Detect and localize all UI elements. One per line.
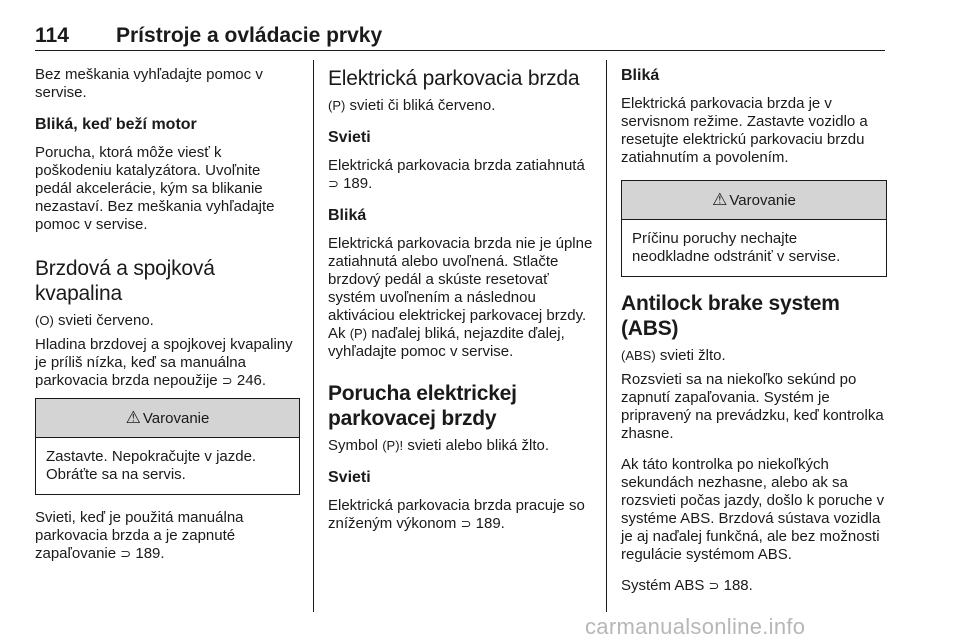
epb-intro-text: svieti či bliká červeno. (349, 97, 496, 114)
blinks-motor-heading: Bliká, keď beží motor (35, 116, 197, 133)
intro-paragraph: Bez meškania vyhľadajte pomoc v servise. (35, 66, 263, 101)
fault-heading: Porucha elektrickej parkovacej brzdy (328, 382, 517, 430)
warning-body (36, 438, 299, 494)
lit-ref: 189. (343, 175, 373, 192)
column-divider-1 (313, 60, 314, 612)
column-2 (328, 66, 593, 533)
lit-paragraph (35, 509, 300, 563)
page-ref-arrow-icon: ⊃ (708, 578, 720, 593)
symbol-label: Symbol (328, 437, 379, 454)
column-divider-2 (606, 60, 607, 612)
blink-text-2: naďalej bliká, nejazdite ďalej, vyhľadajte pomoc v servise. (328, 325, 565, 360)
lit-paragraph (328, 157, 593, 193)
abs-ref: 188. (723, 577, 753, 594)
parking-brake-icon: (P) (328, 98, 346, 113)
abs-paragraph-2: Ak táto kontrolka po niekoľkých sekundách nezhasne, alebo ak sa rozsvieti počas jazdy, došlo k poruche v systéme ABS. Brzdová sústava vozidla je aj naďalej funkčná, ale bez možnosti regulácie systémom ABS. (621, 456, 885, 563)
blink-paragraph (328, 235, 593, 361)
lit-heading: Svieti (328, 129, 371, 146)
warning-box (35, 398, 300, 495)
warning-text: Príčinu poruchy nechajte neodkladne odstrániť v servise. (632, 230, 841, 265)
abs-heading: Antilock brake system (ABS) (621, 292, 840, 340)
warning-box (621, 180, 887, 277)
epb-heading: Elektrická parkovacia brzda (328, 67, 580, 90)
page-ref-arrow-icon: ⊃ (120, 546, 132, 561)
blink-text: Elektrická parkovacia brzda je v servisnom režime. Zastavte vozidlo a resetujte elektrickú parkovaciu brzdu zatiahnutím a povolením. (621, 95, 868, 166)
abs-intro-text: svieti žlto. (659, 347, 726, 364)
lit-ref: 189. (135, 545, 165, 562)
epb-intro (328, 97, 593, 115)
watermark: carmanualsonline.info (585, 614, 806, 639)
header-rule (35, 50, 885, 51)
page-ref-arrow-icon: ⊃ (221, 373, 233, 388)
abs-paragraph-1: Rozsvieti sa na niekoľko sekúnd po zapnutí zapaľovania. Systém je pripravený na prevádzku, keď kontrolka zhasne. (621, 371, 884, 442)
abs-paragraph-3 (621, 577, 887, 595)
brake-fluid-icon: (O) (35, 313, 54, 328)
brake-fluid-ref: 246. (236, 372, 267, 389)
warning-header (36, 399, 299, 438)
abs-icon: (ABS) (621, 348, 656, 363)
fault-lit-paragraph (328, 497, 593, 533)
lit-text: Svieti, keď je použitá manuálna parkovacia brzda a je zapnuté zapaľovanie (35, 509, 244, 562)
abs-p3-text: Systém ABS (621, 577, 705, 594)
brake-fluid-heading: Brzdová a spojková kvapalina (35, 257, 215, 305)
column-3 (621, 66, 887, 595)
warning-triangle-icon: ⚠ (125, 408, 141, 427)
page-number: 114 (35, 24, 69, 47)
warning-title: Varovanie (142, 409, 210, 427)
lit-text: Elektrická parkovacia brzda zatiahnutá (328, 157, 585, 174)
column-1 (35, 66, 300, 563)
blinks-motor-text: Porucha, ktorá môže viesť k poškodeniu katalyzátora. Uvoľnite pedál akcelerácie, kým sa blikanie nezastaví. Bez meškania vyhľadajte pomoc v servise. (35, 144, 275, 233)
brake-fluid-lit (35, 312, 300, 330)
blink-text-1: Elektrická parkovacia brzda nie je úplne zatiahnutá alebo uvoľnená. Stlačte brzdový pedál a skúste resetovať systém uvoľnením a následnou aktiváciou elektrickej parkovacej brzdy. Ak (328, 235, 593, 342)
parking-brake-fault-icon: (P)! (382, 438, 404, 453)
brake-fluid-lit-text: svieti červeno. (57, 312, 154, 329)
fault-intro-text: svieti alebo bliká žlto. (407, 437, 550, 454)
blink-heading: Bliká (621, 67, 660, 84)
warning-header (622, 181, 886, 220)
warning-body (622, 220, 886, 276)
page-ref-arrow-icon: ⊃ (328, 176, 339, 191)
page-header (35, 24, 885, 52)
parking-brake-icon: (P) (349, 326, 368, 341)
fault-lit-ref: 189. (475, 515, 505, 532)
fault-intro (328, 437, 593, 455)
page-ref-arrow-icon: ⊃ (460, 516, 472, 531)
fault-lit-text: Elektrická parkovacia brzda pracuje so zníženým výkonom (328, 497, 585, 532)
warning-triangle-icon: ⚠ (712, 190, 728, 209)
blink-heading: Bliká (328, 207, 367, 224)
warning-title: Varovanie (729, 191, 796, 209)
warning-text: Zastavte. Nepokračujte v jazde. Obráťte sa na servis. (46, 448, 257, 483)
abs-intro (621, 347, 887, 365)
fault-lit-heading: Svieti (328, 469, 371, 486)
brake-fluid-body: Hladina brzdovej a spojkovej kvapaliny je príliš nízka, keď sa manuálna parkovacia brzda nepoužije (35, 336, 293, 389)
brake-fluid-text (35, 336, 300, 390)
page-title: Prístroje a ovládacie prvky (116, 24, 383, 47)
